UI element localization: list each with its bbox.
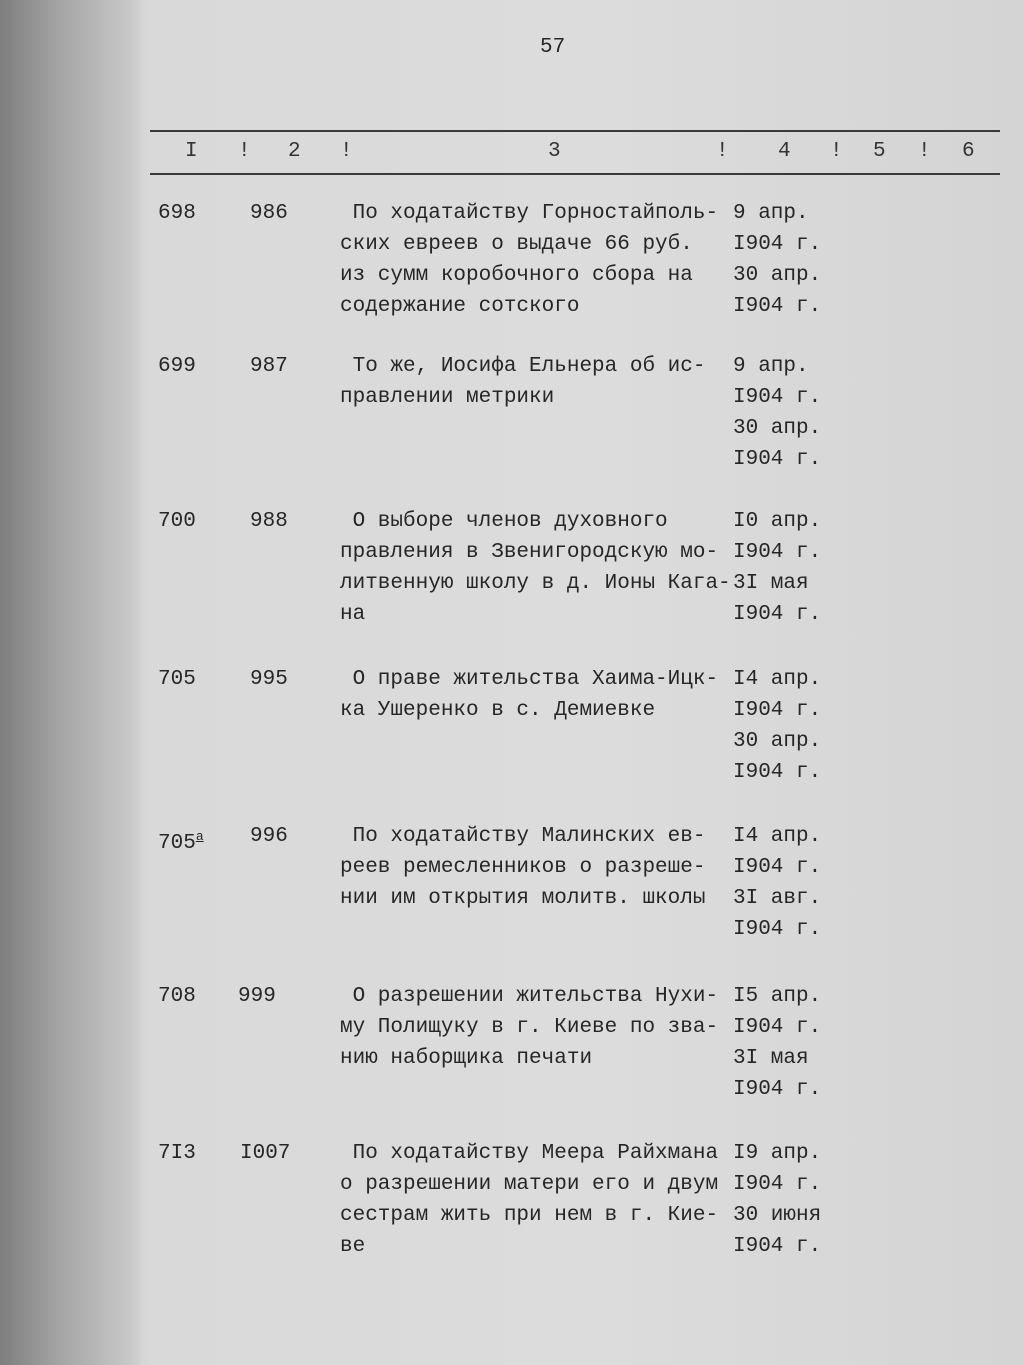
column-separator: ! <box>830 140 843 163</box>
column-header-4: 4 <box>778 140 791 163</box>
column-header-3: 3 <box>548 140 561 163</box>
date-line: 3I мая <box>733 572 809 595</box>
column-separator: ! <box>716 140 729 163</box>
case-number: 986 <box>250 202 288 225</box>
date-line: I0 апр. <box>733 510 822 533</box>
case-dates <box>733 664 821 788</box>
table-top-rule <box>150 130 1000 132</box>
description-line: правления в Звенигородскую мо- <box>340 541 719 564</box>
description-line: О разрешении жительства Нухи- <box>340 985 719 1008</box>
date-line: 3I мая <box>733 1047 809 1070</box>
description-line: реев ремесленников о разреше- <box>340 856 706 879</box>
date-line: I904 г. <box>733 761 822 784</box>
description-line: из сумм коробочного сбора на <box>340 264 693 287</box>
date-line: I904 г. <box>733 699 822 722</box>
item-number-value: 705 <box>158 668 196 691</box>
case-description <box>340 506 731 630</box>
case-description <box>340 198 718 322</box>
case-dates <box>733 351 821 475</box>
date-line: 30 апр. <box>733 417 822 440</box>
description-line: О выборе членов духовного <box>340 510 668 533</box>
description-line: о разрешении матери его и двум <box>340 1173 719 1196</box>
item-number-suffix: а <box>195 829 204 844</box>
description-line: му Полищуку в г. Киеве по зва- <box>340 1016 719 1039</box>
column-header-5: 5 <box>873 140 886 163</box>
item-number <box>158 506 196 537</box>
page-binding-shadow <box>0 0 140 1365</box>
description-line: По ходатайству Меера Райхмана <box>340 1142 719 1165</box>
case-number: 995 <box>250 668 288 691</box>
date-line: I904 г. <box>733 541 822 564</box>
case-dates <box>733 1138 821 1262</box>
item-number-value: 705 <box>158 832 196 855</box>
case-description <box>340 1138 718 1262</box>
column-separator: ! <box>340 140 353 163</box>
case-number: 996 <box>250 825 288 848</box>
case-number: 999 <box>238 985 276 1008</box>
description-line: литвенную школу в д. Ионы Кага- <box>340 572 731 595</box>
date-line: I904 г. <box>733 233 822 256</box>
case-number: I007 <box>240 1142 291 1165</box>
description-line: По ходатайству Малинских ев- <box>340 825 706 848</box>
date-line: 30 апр. <box>733 264 822 287</box>
case-dates <box>733 981 821 1105</box>
date-line: I904 г. <box>733 918 822 941</box>
column-header-2: 2 <box>288 140 301 163</box>
date-line: I4 апр. <box>733 825 822 848</box>
item-number <box>158 821 204 859</box>
date-line: I904 г. <box>733 448 822 471</box>
date-line: I904 г. <box>733 1078 822 1101</box>
description-line: нию наборщика печати <box>340 1047 593 1070</box>
description-line: на <box>340 603 366 626</box>
description-line: содержание сотского <box>340 295 580 318</box>
date-line: 30 июня <box>733 1204 822 1227</box>
date-line: I4 апр. <box>733 668 822 691</box>
case-dates <box>733 821 821 945</box>
case-description <box>340 981 718 1074</box>
date-line: I904 г. <box>733 295 822 318</box>
date-line: 9 апр. <box>733 355 809 378</box>
date-line: I5 апр. <box>733 985 822 1008</box>
description-line: О праве жительства Хаима-Ицк- <box>340 668 719 691</box>
date-line: I904 г. <box>733 1173 822 1196</box>
case-number: 987 <box>250 355 288 378</box>
case-dates <box>733 506 821 630</box>
date-line: I904 г. <box>733 386 822 409</box>
description-line: ка Ушеренко в с. Демиевке <box>340 699 656 722</box>
date-line: 9 апр. <box>733 202 809 225</box>
item-number <box>158 981 196 1012</box>
column-header-1: I <box>185 140 198 163</box>
description-line: То же, Иосифа Ельнера об ис- <box>340 355 706 378</box>
case-description <box>340 664 718 726</box>
description-line: ве <box>340 1235 366 1258</box>
case-number: 988 <box>250 510 288 533</box>
item-number <box>158 198 196 229</box>
column-header-6: 6 <box>962 140 975 163</box>
description-line: По ходатайству Горностайполь- <box>340 202 719 225</box>
date-line: 3I авг. <box>733 887 822 910</box>
table-header-rule <box>150 173 1000 175</box>
item-number-value: 7I3 <box>158 1142 196 1165</box>
page-number: 57 <box>540 36 566 59</box>
date-line: I904 г. <box>733 856 822 879</box>
item-number <box>158 351 196 382</box>
case-description <box>340 351 705 413</box>
item-number-value: 700 <box>158 510 196 533</box>
case-dates <box>733 198 821 322</box>
description-line: ских евреев о выдаче 66 руб. <box>340 233 693 256</box>
description-line: правлении метрики <box>340 386 555 409</box>
item-number-value: 699 <box>158 355 196 378</box>
description-line: нии им открытия молитв. школы <box>340 887 706 910</box>
date-line: I9 апр. <box>733 1142 822 1165</box>
item-number-value: 698 <box>158 202 196 225</box>
description-line: сестрам жить при нем в г. Кие- <box>340 1204 719 1227</box>
item-number-value: 708 <box>158 985 196 1008</box>
column-separator: ! <box>918 140 931 163</box>
column-separator: ! <box>238 140 251 163</box>
date-line: I904 г. <box>733 1016 822 1039</box>
date-line: I904 г. <box>733 603 822 626</box>
item-number <box>158 664 196 695</box>
date-line: I904 г. <box>733 1235 822 1258</box>
date-line: 30 апр. <box>733 730 822 753</box>
item-number <box>158 1138 196 1169</box>
case-description <box>340 821 705 914</box>
